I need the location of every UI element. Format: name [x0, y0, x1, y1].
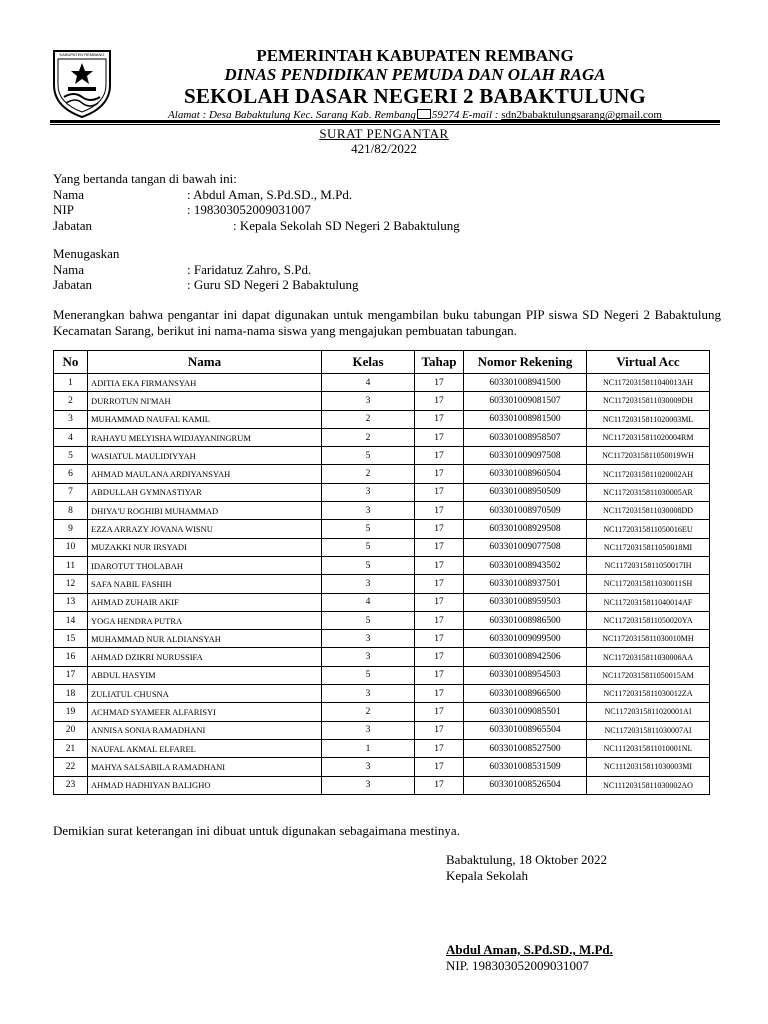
cell-account: 603301008942506 [464, 648, 587, 666]
cell-class: 2 [322, 410, 415, 428]
table-row [54, 538, 710, 556]
cell-name: ADITIA EKA FIRMANSYAH [88, 374, 322, 392]
cell-account: 603301008941500 [464, 374, 587, 392]
cell-name: NAUFAL AKMAL ELFAREL [88, 739, 322, 757]
closing-sentence: Demikian surat keterangan ini dibuat untuk digunakan sebagaimana mestinya. [53, 823, 460, 838]
cell-account: 603301008981500 [464, 410, 587, 428]
cell-name: EZZA ARRAZY JOVANA WISNU [88, 520, 322, 538]
cell-name: AHMAD MAULANA ARDIYANSYAH [88, 465, 322, 483]
cell-stage: 17 [415, 465, 464, 483]
cell-account: 603301008958507 [464, 428, 587, 446]
table-row [54, 447, 710, 465]
cell-stage: 17 [415, 739, 464, 757]
cell-name: ABDULLAH GYMNASTIYAR [88, 483, 322, 501]
cell-no: 19 [54, 703, 88, 721]
cell-virtual: NC11720315811020003ML [587, 410, 710, 428]
table-row [54, 502, 710, 520]
table-row [54, 410, 710, 428]
table-row [54, 703, 710, 721]
cell-virtual: NC11720315811030005AR [587, 483, 710, 501]
cell-name: ACHMAD SYAMEER ALFARISYI [88, 703, 322, 721]
cell-virtual: NC11720315811040013AH [587, 374, 710, 392]
signer-nip-label: NIP [53, 202, 74, 217]
cell-class: 1 [322, 739, 415, 757]
cell-class: 5 [322, 447, 415, 465]
cell-virtual: NC11720315811050015AM [587, 666, 710, 684]
cell-name: YOGA HENDRA PUTRA [88, 611, 322, 629]
assignee-name-label: Nama [53, 261, 85, 277]
cell-name: RAHAYU MELYISHA WIDJAYANINGRUM [88, 428, 322, 446]
signer-intro: Yang bertanda tangan di bawah ini: [53, 171, 237, 186]
cell-virtual: NC11720315811030010MH [587, 630, 710, 648]
envelope-icon [417, 109, 431, 119]
signer-nip-value: : 198303052009031007 [187, 202, 311, 217]
cell-class: 2 [322, 465, 415, 483]
header-school: SEKOLAH DASAR NEGERI 2 BABAKTULUNG [184, 84, 646, 108]
cell-virtual: NC11720315811030007AI [587, 721, 710, 739]
cell-no: 20 [54, 721, 88, 739]
col-header-virtual: Virtual Acc [587, 351, 710, 374]
address-postcode: 59274 E-mail : [431, 109, 499, 121]
cell-no: 14 [54, 611, 88, 629]
assignee-position-label: Jabatan [53, 277, 92, 292]
cell-no: 4 [54, 428, 88, 446]
cell-virtual: NC11120315811030003MI [587, 758, 710, 776]
cell-no: 8 [54, 502, 88, 520]
table-body [54, 374, 710, 795]
cell-stage: 17 [415, 483, 464, 501]
letter-number: 421/82/2022 [351, 141, 417, 156]
cell-account: 603301009099500 [464, 630, 587, 648]
col-header-no: No [54, 351, 88, 374]
table-header-row [54, 351, 710, 374]
cell-virtual: NC11720315811030009DH [587, 392, 710, 410]
cell-name: MUZAKKI NUR IRSYADI [88, 538, 322, 556]
cell-name: DURROTUN NI'MAH [88, 392, 322, 410]
cell-virtual: NC11720315811050016EU [587, 520, 710, 538]
cell-stage: 17 [415, 611, 464, 629]
statement-paragraph: Menerangkan bahwa pengantar ini dapat digunakan untuk mengambilan buku tabungan PIP siswa SD Negeri 2 Babaktulung Kecamatan Sarang, berikut ini nama-nama siswa yang mengajukan pembuatan tabungan. [53, 307, 721, 338]
cell-stage: 17 [415, 666, 464, 684]
cell-stage: 17 [415, 630, 464, 648]
cell-name: IDAROTUT THOLABAH [88, 556, 322, 574]
cell-stage: 17 [415, 685, 464, 703]
cell-no: 12 [54, 575, 88, 593]
col-header-class: Kelas [322, 351, 415, 374]
cell-no: 21 [54, 739, 88, 757]
cell-no: 22 [54, 758, 88, 776]
table-row [54, 428, 710, 446]
cell-virtual: NC11120315811010001NL [587, 739, 710, 757]
cell-name: ABDUL HASYIM [88, 666, 322, 684]
table-row [54, 630, 710, 648]
cell-name: DHIYA'U ROGHIBI MUHAMMAD [88, 502, 322, 520]
student-table [53, 350, 710, 795]
table-row [54, 556, 710, 574]
cell-virtual: NC11720315811050020YA [587, 611, 710, 629]
logo-text: KABUPATEN REMBANG [59, 52, 105, 57]
table-row [54, 483, 710, 501]
table-row [54, 465, 710, 483]
cell-account: 603301009081507 [464, 392, 587, 410]
cell-stage: 17 [415, 575, 464, 593]
table-row [54, 593, 710, 611]
cell-stage: 17 [415, 556, 464, 574]
cell-no: 9 [54, 520, 88, 538]
cell-no: 13 [54, 593, 88, 611]
cell-account: 603301008943502 [464, 556, 587, 574]
cell-class: 3 [322, 648, 415, 666]
cell-class: 2 [322, 703, 415, 721]
cell-no: 10 [54, 538, 88, 556]
signer-position-label: Jabatan [53, 217, 92, 233]
address-text: Alamat : Desa Babaktulung Kec. Sarang Kab. Rembang [168, 109, 416, 121]
rembang-regency-emblem-icon [50, 45, 114, 119]
cell-account: 603301008937501 [464, 575, 587, 593]
cell-stage: 17 [415, 447, 464, 465]
cell-account: 603301008954503 [464, 666, 587, 684]
table-row [54, 721, 710, 739]
cell-class: 3 [322, 776, 415, 794]
table-row [54, 374, 710, 392]
assignee-name-value: : Faridatuz Zahro, S.Pd. [187, 261, 312, 277]
col-header-stage: Tahap [415, 351, 464, 374]
cell-virtual: NC11720315811050017IH [587, 556, 710, 574]
cell-account: 603301008986500 [464, 611, 587, 629]
cell-class: 5 [322, 556, 415, 574]
cell-no: 17 [54, 666, 88, 684]
cell-stage: 17 [415, 520, 464, 538]
table-row [54, 392, 710, 410]
email-link[interactable]: sdn2babaktulungsarang@gmail.com [501, 109, 662, 121]
cell-class: 5 [322, 611, 415, 629]
cell-stage: 17 [415, 538, 464, 556]
col-header-account: Nomor Rekening [464, 351, 587, 374]
cell-class: 3 [322, 630, 415, 648]
table-row [54, 739, 710, 757]
cell-no: 3 [54, 410, 88, 428]
cell-account: 603301009085501 [464, 703, 587, 721]
cell-virtual: NC11720315811040014AF [587, 593, 710, 611]
cell-virtual: NC11720315811050018MI [587, 538, 710, 556]
cell-stage: 17 [415, 703, 464, 721]
cell-class: 3 [322, 392, 415, 410]
cell-virtual: NC11720315811030008DD [587, 502, 710, 520]
cell-name: MUHAMMAD NAUFAL KAMIL [88, 410, 322, 428]
cell-name: ANNISA SONIA RAMADHANI [88, 721, 322, 739]
cell-virtual: NC11720315811030011SH [587, 575, 710, 593]
cell-no: 16 [54, 648, 88, 666]
signature-position: Kepala Sekolah [446, 868, 528, 883]
header-divider-thin [50, 124, 720, 125]
cell-account: 603301008950509 [464, 483, 587, 501]
cell-name: MAHYA SALSABILA RAMADHANI [88, 758, 322, 776]
cell-class: 2 [322, 428, 415, 446]
cell-name: AHMAD DZIKRI NURUSSIFA [88, 648, 322, 666]
cell-virtual: NC11720315811030006AA [587, 648, 710, 666]
cell-stage: 17 [415, 374, 464, 392]
cell-class: 5 [322, 538, 415, 556]
cell-virtual: NC11720315811050019WH [587, 447, 710, 465]
cell-stage: 17 [415, 502, 464, 520]
header-government: PEMERINTAH KABUPATEN REMBANG [256, 46, 574, 65]
header-divider-thick [50, 120, 720, 123]
cell-stage: 17 [415, 721, 464, 739]
cell-class: 3 [322, 575, 415, 593]
table-row [54, 685, 710, 703]
cell-stage: 17 [415, 392, 464, 410]
cell-class: 3 [322, 721, 415, 739]
col-header-name: Nama [88, 351, 322, 374]
assignee-position-value: : Guru SD Negeri 2 Babaktulung [187, 277, 359, 292]
assign-intro: Menugaskan [53, 246, 120, 261]
cell-account: 603301009077508 [464, 538, 587, 556]
table-row [54, 611, 710, 629]
table-row [54, 666, 710, 684]
cell-class: 3 [322, 758, 415, 776]
cell-no: 15 [54, 630, 88, 648]
cell-class: 3 [322, 483, 415, 501]
cell-account: 603301008966500 [464, 685, 587, 703]
cell-stage: 17 [415, 776, 464, 794]
cell-virtual: NC11720315811020001AI [587, 703, 710, 721]
cell-stage: 17 [415, 410, 464, 428]
cell-name: WASIATUL MAULIDIYYAH [88, 447, 322, 465]
cell-account: 603301008527500 [464, 739, 587, 757]
cell-account: 603301008965504 [464, 721, 587, 739]
cell-name: MUHAMMAD NUR ALDIANSYAH [88, 630, 322, 648]
letter-title [234, 126, 534, 156]
signer-name-label: Nama [53, 186, 85, 202]
cell-account: 603301009097508 [464, 447, 587, 465]
cell-virtual: NC11720315811030012ZA [587, 685, 710, 703]
cell-account: 603301008531509 [464, 758, 587, 776]
cell-stage: 17 [415, 428, 464, 446]
cell-account: 603301008970509 [464, 502, 587, 520]
cell-no: 7 [54, 483, 88, 501]
cell-name: ZULIATUL CHUSNA [88, 685, 322, 703]
cell-name: SAFA NABIL FASHIH [88, 575, 322, 593]
cell-stage: 17 [415, 648, 464, 666]
table-row [54, 520, 710, 538]
cell-class: 4 [322, 374, 415, 392]
table-row [54, 648, 710, 666]
cell-class: 5 [322, 520, 415, 538]
table-row [54, 776, 710, 794]
cell-account: 603301008526504 [464, 776, 587, 794]
cell-virtual: NC11720315811020004RM [587, 428, 710, 446]
signature-name: Abdul Aman, S.Pd.SD., M.Pd. [446, 942, 613, 957]
cell-no: 6 [54, 465, 88, 483]
cell-name: AHMAD HADHIYAN BALIGHO [88, 776, 322, 794]
cell-class: 3 [322, 685, 415, 703]
cell-account: 603301008960504 [464, 465, 587, 483]
header-department: DINAS PENDIDIKAN PEMUDA DAN OLAH RAGA [224, 65, 606, 84]
cell-stage: 17 [415, 758, 464, 776]
cell-class: 4 [322, 593, 415, 611]
cell-no: 1 [54, 374, 88, 392]
table-row [54, 758, 710, 776]
cell-stage: 17 [415, 593, 464, 611]
signer-name-value: : Abdul Aman, S.Pd.SD., M.Pd. [187, 186, 353, 202]
letter-title-main: SURAT PENGANTAR [319, 126, 449, 141]
cell-no: 23 [54, 776, 88, 794]
cell-name: AHMAD ZUHAIR AKIF [88, 593, 322, 611]
signature-place-date: Babaktulung, 18 Oktober 2022 [446, 852, 608, 867]
signature-nip: NIP. 198303052009031007 [446, 958, 590, 973]
table-row [54, 575, 710, 593]
signer-position-value: : Kepala Sekolah SD Negeri 2 Babaktulung [233, 217, 460, 233]
cell-no: 11 [54, 556, 88, 574]
cell-account: 603301008929508 [464, 520, 587, 538]
cell-class: 3 [322, 502, 415, 520]
cell-account: 603301008959503 [464, 593, 587, 611]
cell-virtual: NC11720315811020002AH [587, 465, 710, 483]
cell-no: 5 [54, 447, 88, 465]
cell-no: 18 [54, 685, 88, 703]
letterhead [115, 46, 715, 122]
cell-class: 5 [322, 666, 415, 684]
cell-virtual: NC11120315811030002AO [587, 776, 710, 794]
cell-no: 2 [54, 392, 88, 410]
